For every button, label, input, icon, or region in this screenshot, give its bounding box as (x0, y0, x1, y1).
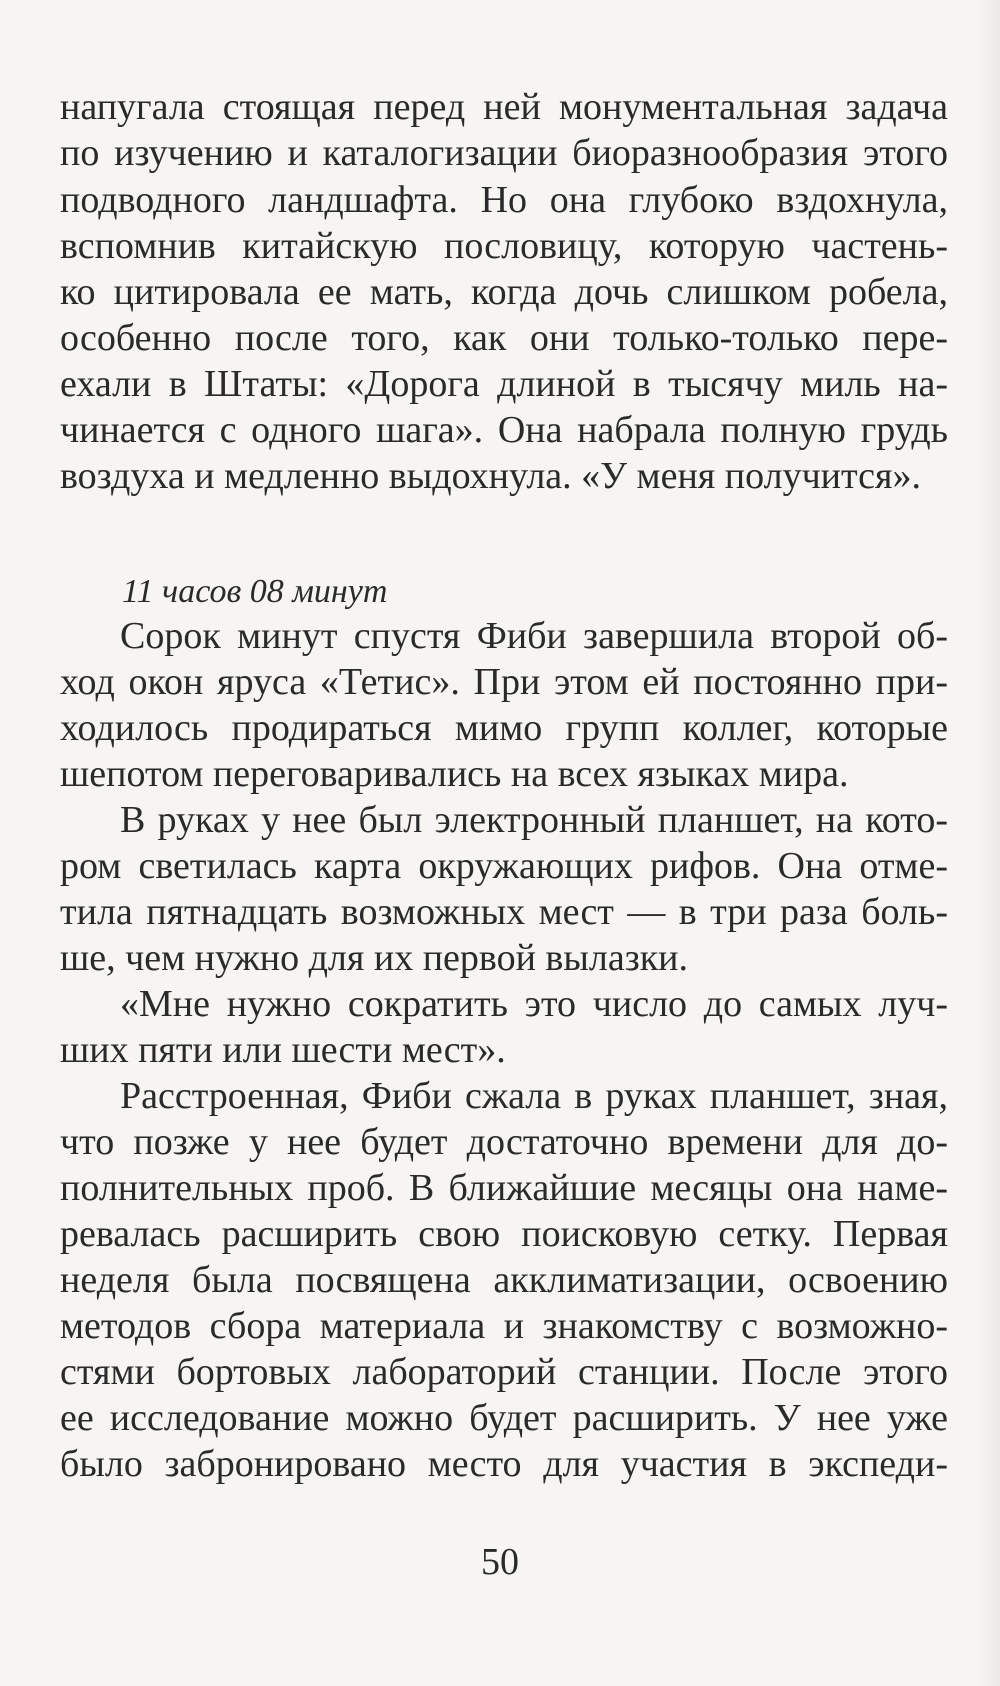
text-line: ход окон яруса «Тетис». При этом ей постоянно при- (60, 661, 948, 703)
text-line: напугала стоящая перед ней монументальная задача (60, 86, 948, 128)
page-edge-shadow (976, 0, 1000, 1686)
text-line: ее исследование можно будет расширить. У нее уже (60, 1397, 948, 1439)
text-line: тила пятнадцать возможных мест — в три раза боль- (60, 891, 948, 933)
text-line: методов сбора материала и знакомству с возможно- (60, 1305, 948, 1347)
text-line: ром светилась карта окружающих рифов. Она отме- (60, 845, 948, 887)
text-line: стями бортовых лабораторий станции. После этого (60, 1351, 948, 1393)
text-line: ехали в Штаты: «Дорога длиной в тысячу миль на- (60, 363, 948, 405)
text-line: неделя была посвящена акклиматизации, освоению (60, 1259, 948, 1301)
text-line: ходилось продираться мимо групп коллег, которые (60, 707, 948, 749)
text-line: воздуха и медленно выдохнула. «У меня получится». (60, 455, 921, 497)
text-line: по изучению и каталогизации биоразнообразия этого (60, 132, 948, 174)
text-line: что позже у нее будет достаточно времени для до- (60, 1121, 948, 1163)
text-line: ко цитировала ее мать, когда дочь слишком робела, (60, 271, 948, 313)
text-line: Расстроенная, Фиби сжала в руках планшет, зная, (120, 1075, 948, 1117)
section-time-heading: 11 часов 08 минут (122, 573, 388, 610)
text-line: «Мне нужно сократить это число до самых луч- (120, 983, 948, 1025)
text-line: чинается с одного шага». Она набрала полную грудь (60, 409, 948, 451)
text-line: особенно после того, как они только-только пере- (60, 317, 948, 359)
text-line: подводного ландшафта. Но она глубоко вздохнула, (60, 179, 948, 221)
text-line: ше, чем нужно для их первой вылазки. (60, 937, 689, 979)
text-line: вспомнив китайскую пословицу, которую частень- (60, 225, 948, 267)
text-line: было забронировано место для участия в экспеди- (60, 1443, 948, 1485)
page-number: 50 (481, 1541, 519, 1583)
text-line: ших пяти или шести мест». (60, 1029, 506, 1071)
text-line: ревалась расширить свою поисковую сетку. Первая (60, 1213, 948, 1255)
text-line: полнительных проб. В ближайшие месяцы она наме- (60, 1167, 948, 1209)
text-line: В руках у нее был электронный планшет, на кото- (120, 799, 948, 841)
text-line: Сорок минут спустя Фиби завершила второй об- (120, 615, 948, 657)
text-line: шепотом переговаривались на всех языках мира. (60, 753, 849, 795)
